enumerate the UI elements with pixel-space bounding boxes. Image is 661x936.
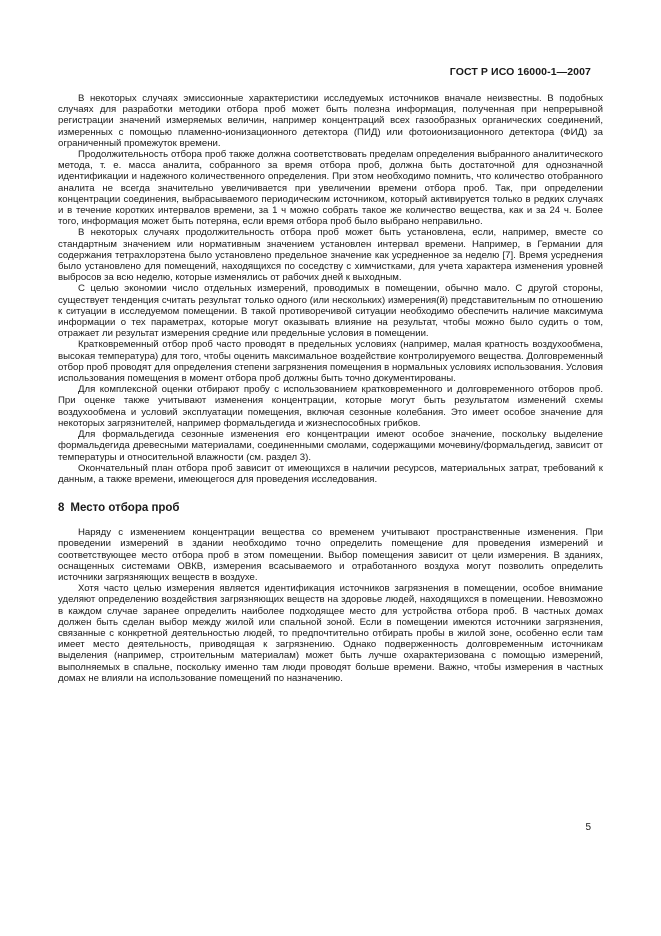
paragraph: Окончательный план отбора проб зависит от имеющихся в наличии ресурсов, материальных затрат, требований к данным, а также времени, имеющегося для проведения исследования. xyxy=(58,462,603,485)
paragraph: В некоторых случаях продолжительность отбора проб может быть установлена, если, например, вместе со стандартным значением или нормативным значением установлен интервал времени. Например, в Германии для содержания тетрахлорэтена было установлено предельное значение как усредненное за неделю [7]. Время усреднения было установлено для помещений, находящихся по соседству с химчистками, для учета характера изменения уровней выбросов за всю неделю, которые изменялись от рабочих дней к выходным. xyxy=(58,227,603,284)
section-heading xyxy=(58,501,603,515)
paragraph: С целью экономии число отдельных измерений, проводимых в помещении, обычно мало. С другой стороны, существует тенденция считать результат только одного (или нескольких) измерения(й) представительным по отношению к ситуации в исследуемом помещении. В такой противоречивой ситуации необходимо обеспечить наличие максимума информации о тех параметрах, которые могут оказывать влияние на результат, чтобы можно было судить о том, отражает ли результат измерения средние или предельные условия в помещении. xyxy=(58,283,603,340)
section-number: 8 xyxy=(58,502,65,515)
document-header: ГОСТ Р ИСО 16000-1—2007 xyxy=(449,66,591,78)
section-title: Место отбора проб xyxy=(70,502,180,515)
paragraph: Для формальдегида сезонные изменения его концентрации имеют особое значение, поскольку выделение формальдегида древесными материалами, соединенными смолами, содержащими мочевину/формальдегид, зависит от температуры и относительной влажности (см. раздел 3). xyxy=(58,429,603,463)
paragraph: Хотя часто целью измерения является идентификация источников загрязнения в помещении, особое внимание уделяют определению воздействия загрязняющих веществ на здоровье людей, находящихся в помещении. Невозможно в каждом случае заранее определить наиболее подходящее место для устройства отбора проб. В частных домах должен быть сделан выбор между жилой или спальной зоной. Если в помещении имеются источники загрязнения, связанные с конкретной деятельностью людей, то предпочтительно отбирать пробы в жилой зоне, особенно если там имеет место деятельность, приводящая к загрязнению. Однако подверженность долговременным источникам выделения (например, строительным материалам) может быть лучше охарактеризована с помощью измерений, выполняемых в спальне, поскольку именно там люди проводят больше времени. Важно, чтобы измерения в частных домах не влияли на использование помещений по назначению. xyxy=(58,583,603,684)
paragraph: Наряду с изменением концентрации вещества со временем учитывают пространственные изменения. При проведении измерений в здании необходимо точно определить помещение для проведения измерений и соответствующее место отбора проб в этом помещении. Выбор помещения зависит от цели измерения. В зданиях, оснащенных системами ОВКВ, измерения всасываемого и отработанного воздуха могут позволить определить источники загрязняющих веществ в воздухе. xyxy=(58,527,603,583)
paragraph: Продолжительность отбора проб также должна соответствовать пределам определения выбранного аналитического метода, т. е. масса аналита, собранного за время отбора проб, должна быть достаточной для однозначной идентификации и надежного количественного определения. При этом необходимо помнить, что количество отобранного аналита не всегда значительно увеличивается при увеличении времени отбора проб. Так, при определении концентрации соединения, выбрасываемого периодическим источником, который активируется только в редких случаях и в течение коротких интервалов времени, за 1 ч можно собрать такое же количество вещества, как и за 24 ч. Более того, информация может быть потеряна, если время отбора проб было выбрано неправильно. xyxy=(58,149,603,228)
paragraph: В некоторых случаях эмиссионные характеристики исследуемых источников вначале неизвестны. В подобных случаях для разработки методики отбора проб может быть полезна информация, полученная при непрерывной регистрации значений измеряемых величин, например концентраций всех газообразных органических соединений, измеренных с помощью пламенно-ионизационного детектора (ПИД) или фотоионизационного детектора (ФИД) за ограниченный промежуток времени. xyxy=(58,93,603,149)
paragraph: Для комплексной оценки отбирают пробу с использованием кратковременного и долговременного отборов проб. При оценке также учитывают изменения концентрации, которые могут быть результатом изменений схемы воздухообмена и условий эксплуатации помещения, включая сезонные колебания. Это имеет особое значение для некоторых загрязнителей, например формальдегида и жизнеспособных грибков. xyxy=(58,384,603,429)
paragraph: Кратковременный отбор проб часто проводят в предельных условиях (например, малая кратность воздухообмена, высокая температура) для того, чтобы оценить максимальное воздействие контролируемого вещества. Долговременный отбор проб проводят для определения степени загрязнения помещения в нормальных условиях использования. Условия использования помещения в момент отбора проб должны быть точно документированы. xyxy=(58,339,603,385)
document-body xyxy=(58,93,603,684)
page-number: 5 xyxy=(585,822,591,833)
